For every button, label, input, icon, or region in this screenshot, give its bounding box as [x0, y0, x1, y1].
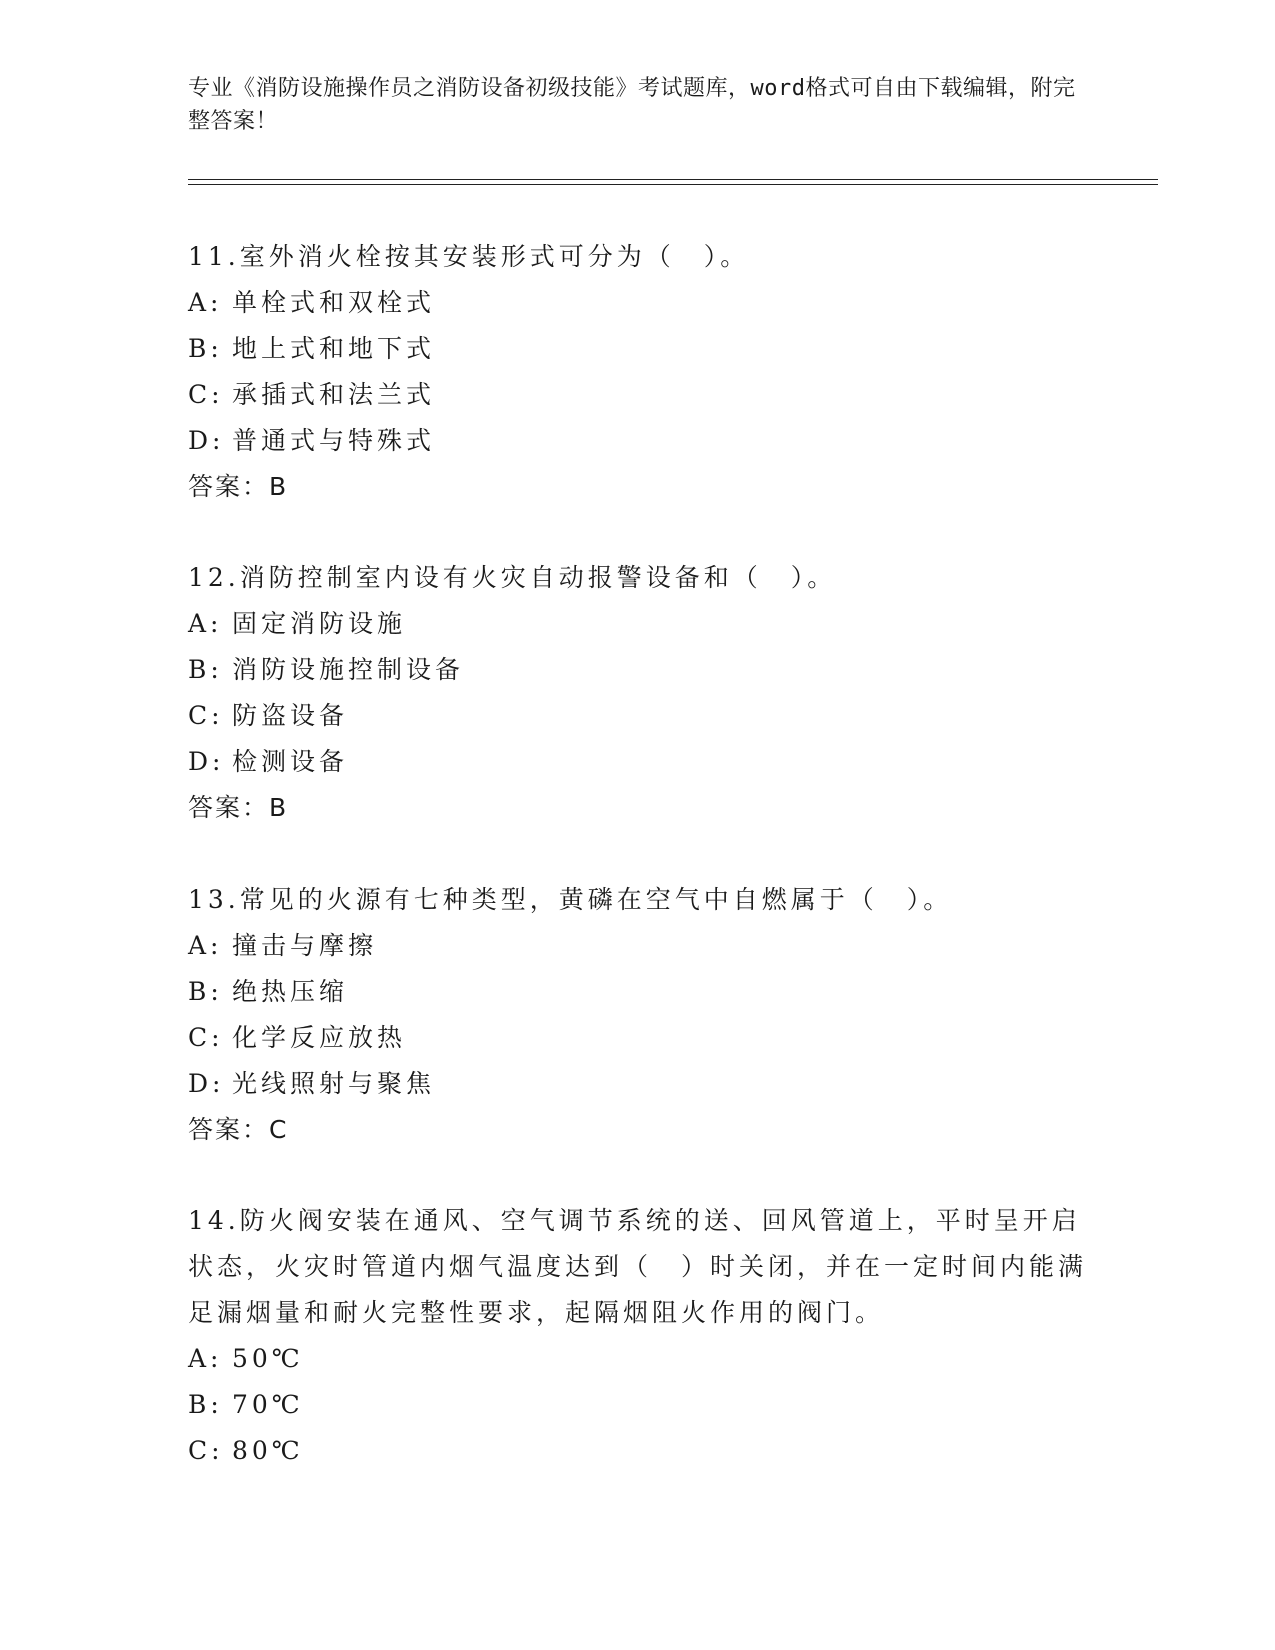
question-stem: 13.常见的火源有七种类型，黄磷在空气中自燃属于（ ）。	[188, 885, 953, 914]
document-intro: 专业《消防设施操作员之消防设备初级技能》考试题库，word格式可自由下载编辑，附完整答案！	[188, 76, 1076, 134]
option-a	[188, 280, 1088, 326]
question-11	[188, 234, 1088, 510]
option-letter: B:	[188, 1390, 223, 1419]
option-text: 防盗设备	[232, 701, 349, 730]
option-text: 50℃	[232, 1344, 304, 1373]
answer-line: 答案：B	[188, 472, 289, 501]
option-d	[188, 418, 1088, 464]
option-text: 单栓式和双栓式	[232, 288, 436, 317]
option-text: 固定消防设施	[232, 609, 407, 638]
option-c	[188, 1428, 1088, 1474]
option-letter: A:	[188, 931, 223, 960]
option-letter: B:	[188, 334, 223, 363]
option-c	[188, 1015, 1088, 1061]
option-letter: B:	[188, 655, 223, 684]
option-text: 绝热压缩	[232, 977, 349, 1006]
option-letter: C:	[188, 701, 224, 730]
answer-line: 答案：B	[188, 793, 289, 822]
option-c	[188, 693, 1088, 739]
header-divider-bottom	[188, 184, 1158, 185]
option-text: 消防设施控制设备	[232, 655, 465, 684]
option-text: 撞击与摩擦	[232, 931, 378, 960]
option-letter: B:	[188, 977, 223, 1006]
option-text: 光线照射与聚焦	[232, 1069, 436, 1098]
question-13	[188, 877, 1088, 1153]
option-a	[188, 1336, 1088, 1382]
option-letter: C:	[188, 380, 224, 409]
option-a	[188, 601, 1088, 647]
option-letter: D:	[188, 426, 225, 455]
option-text: 承插式和法兰式	[232, 380, 436, 409]
question-14	[188, 1198, 1088, 1474]
question-stem: 12.消防控制室内设有火灾自动报警设备和（ ）。	[188, 563, 837, 592]
option-letter: C:	[188, 1023, 224, 1052]
option-text: 化学反应放热	[232, 1023, 407, 1052]
option-text: 80℃	[232, 1436, 304, 1465]
option-text: 地上式和地下式	[232, 334, 436, 363]
option-text: 普通式与特殊式	[232, 426, 436, 455]
option-letter: D:	[188, 1069, 225, 1098]
option-letter: A:	[188, 1344, 223, 1373]
option-letter: A:	[188, 288, 223, 317]
option-d	[188, 739, 1088, 785]
option-b	[188, 969, 1088, 1015]
option-b	[188, 1382, 1088, 1428]
header-divider-top	[188, 179, 1158, 180]
option-b	[188, 647, 1088, 693]
question-stem: 14.防火阀安装在通风、空气调节系统的送、回风管道上，平时呈开启状态，火灾时管道内烟气温度达到（ ）时关闭，并在一定时间内能满足漏烟量和耐火完整性要求，起隔烟阻火作用的阀门。	[188, 1206, 1088, 1327]
option-a	[188, 923, 1088, 969]
option-d	[188, 1061, 1088, 1107]
option-letter: D:	[188, 747, 225, 776]
answer-line: 答案：C	[188, 1115, 289, 1144]
option-text: 70℃	[232, 1390, 304, 1419]
option-c	[188, 372, 1088, 418]
option-b	[188, 326, 1088, 372]
option-letter: C:	[188, 1436, 224, 1465]
question-stem: 11.室外消火栓按其安装形式可分为（ ）。	[188, 242, 750, 271]
question-12	[188, 555, 1088, 831]
option-letter: A:	[188, 609, 223, 638]
option-text: 检测设备	[232, 747, 349, 776]
